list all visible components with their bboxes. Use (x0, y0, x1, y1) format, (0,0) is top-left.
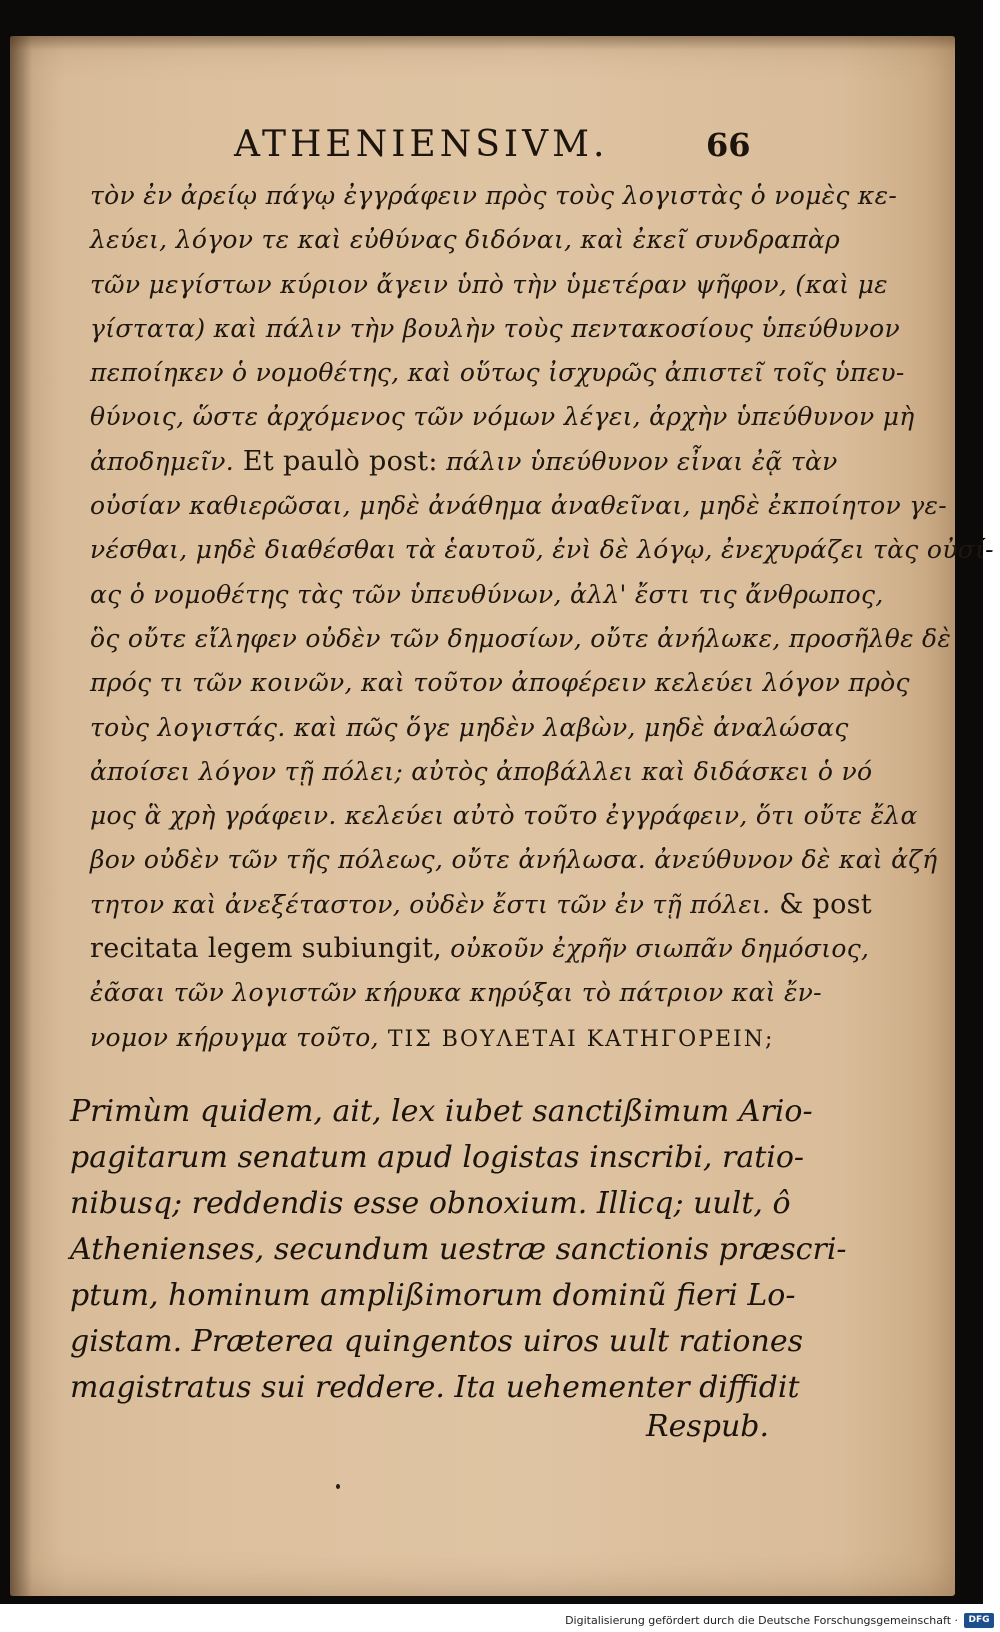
greek-line: βον οὐδὲν τῶν τῆς πόλεως, οὔτε ἀνήλωσα. ἀνεύθυνον δὲ καὶ ἀζή (90, 845, 938, 875)
greek-quotation-block (90, 174, 994, 1060)
digitization-credit: Digitalisierung gefördert durch die Deutsche Forschungsgemeinschaft · (565, 1614, 958, 1627)
greek-line: νομον κήρυγμα τοῦτο, ΤΙΣ ΒΟΥΛΕΤΑΙ ΚΑΤΗΓΟΡΕΙΝ; (90, 1022, 775, 1052)
latin-line: Primùm quidem, ait, lex iubet sanctißimum Ario- (70, 1094, 813, 1129)
latin-line: gistam. Præterea quingentos uiros uult rationes (70, 1324, 803, 1359)
greek-line: ἀποδημεῖν. Et paulò post: πάλιν ὑπεύθυνον εἶναι ἐᾷ τὰν (90, 445, 838, 477)
greek-line: ἐᾶσαι τῶν λογιστῶν κήρυκα κηρύξαι τὸ πάτριον καὶ ἔν- (90, 978, 822, 1008)
greek-line: τὸν ἐν ἀρείῳ πάγῳ ἐγγράφειν πρὸς τοὺς λογιστὰς ὁ νομὲς κε- (90, 181, 898, 210)
latin-line: magistratus sui reddere. Ita uehementer diffidit (70, 1370, 800, 1405)
greek-line: ας ὁ νομοθέτης τὰς τῶν ὑπευθύνων, ἀλλ' ἔστι τις ἄνθρωπος, (90, 579, 884, 609)
book-page (10, 36, 994, 1596)
latin-line: nibusq; reddendis esse obnoxium. Illicq; uult, ô (70, 1186, 791, 1221)
greek-line: ἀποίσει λόγον τῇ πόλει; αὐτὸς ἀποβάλλει καὶ διδάσκει ὁ νό (90, 756, 873, 786)
catchword: Respub. (646, 1409, 770, 1444)
latin-translation-block (70, 1089, 847, 1411)
top-edge-shadow (10, 36, 955, 50)
greek-capitals: ΤΙΣ ΒΟΥΛΕΤΑΙ ΚΑΤΗΓΟΡΕΙΝ; (378, 1026, 775, 1052)
greek-line: τητον καὶ ἀνεξέταστον, οὐδὲν ἔστι τῶν ἐν τῇ πόλει. & post (90, 888, 872, 920)
greek-line: τοὺς λογιστάς. καὶ πῶς ὅγε μηδὲν λαβὼν, μηδὲ ἀναλώσας (90, 712, 849, 742)
gutter-shadow (10, 36, 32, 1596)
latin-line: pagitarum senatum apud logistas inscribi, ratio- (70, 1140, 805, 1175)
ink-speck (336, 1484, 340, 1489)
latin-insert: & post (770, 888, 872, 920)
greek-line: θύνοις, ὥστε ἀρχόμενος τῶν νόμων λέγει, ἀρχὴν ὑπεύθυνον μὴ (90, 402, 915, 432)
dfg-logo-icon: DFG (964, 1613, 994, 1628)
latin-line: ptum, hominum amplißimorum dominũ fieri Lo- (70, 1278, 796, 1313)
latin-insert: recitata legem subiungit, (90, 933, 442, 965)
greek-line: πρός τι τῶν κοινῶν, καὶ τοῦτον ἀποφέρειν κελεύει λόγον πρὸς (90, 668, 910, 698)
greek-line: λεύει, λόγον τε καὶ εὐθύνας διδόναι, καὶ ἐκεῖ συνδραπὰρ (90, 225, 841, 255)
greek-line: μος ἃ χρὴ γράφειν. κελεύει αὐτὸ τοῦτο ἐγγράφειν, ὅτι οὔτε ἔλα (90, 801, 918, 831)
greek-line: γίστατα) καὶ πάλιν τὴν βουλὴν τοὺς πεντακοσίους ὑπεύθυνον (90, 313, 901, 343)
latin-line: Athenienses, secundum uestræ sanctionis præscri- (70, 1232, 847, 1267)
greek-line: ὃς οὔτε εἴληφεν οὐδὲν τῶν δημοσίων, οὔτε ἀνήλωκε, προσῆλθε δὲ (90, 623, 952, 653)
page-number: 66 (706, 126, 751, 164)
greek-line: recitata legem subiungit, οὐκοῦν ἐχρῆν σιωπᾶν δημόσιος, (90, 933, 870, 965)
greek-line: πεποίηκεν ὁ νομοθέτης, καὶ οὕτως ἰσχυρῶς ἀπιστεῖ τοῖς ὑπευ- (90, 358, 905, 388)
greek-line: νέσθαι, μηδὲ διαθέσθαι τὰ ἑαυτοῦ, ἐνὶ δὲ λόγῳ, ἐνεχυράζει τὰς οὐσί- (90, 535, 994, 565)
greek-line: οὐσίαν καθιερῶσαι, μηδὲ ἀνάθημα ἀναθεῖναι, μηδὲ ἐκποίητον γε- (90, 491, 947, 521)
latin-insert: Et paulò post: (234, 445, 438, 477)
running-head: ATHENIENSIVM. (234, 124, 609, 165)
greek-line: τῶν μεγίστων κύριον ἄγειν ὑπὸ τὴν ὑμετέραν ψῆφον, (καὶ με (90, 269, 888, 299)
